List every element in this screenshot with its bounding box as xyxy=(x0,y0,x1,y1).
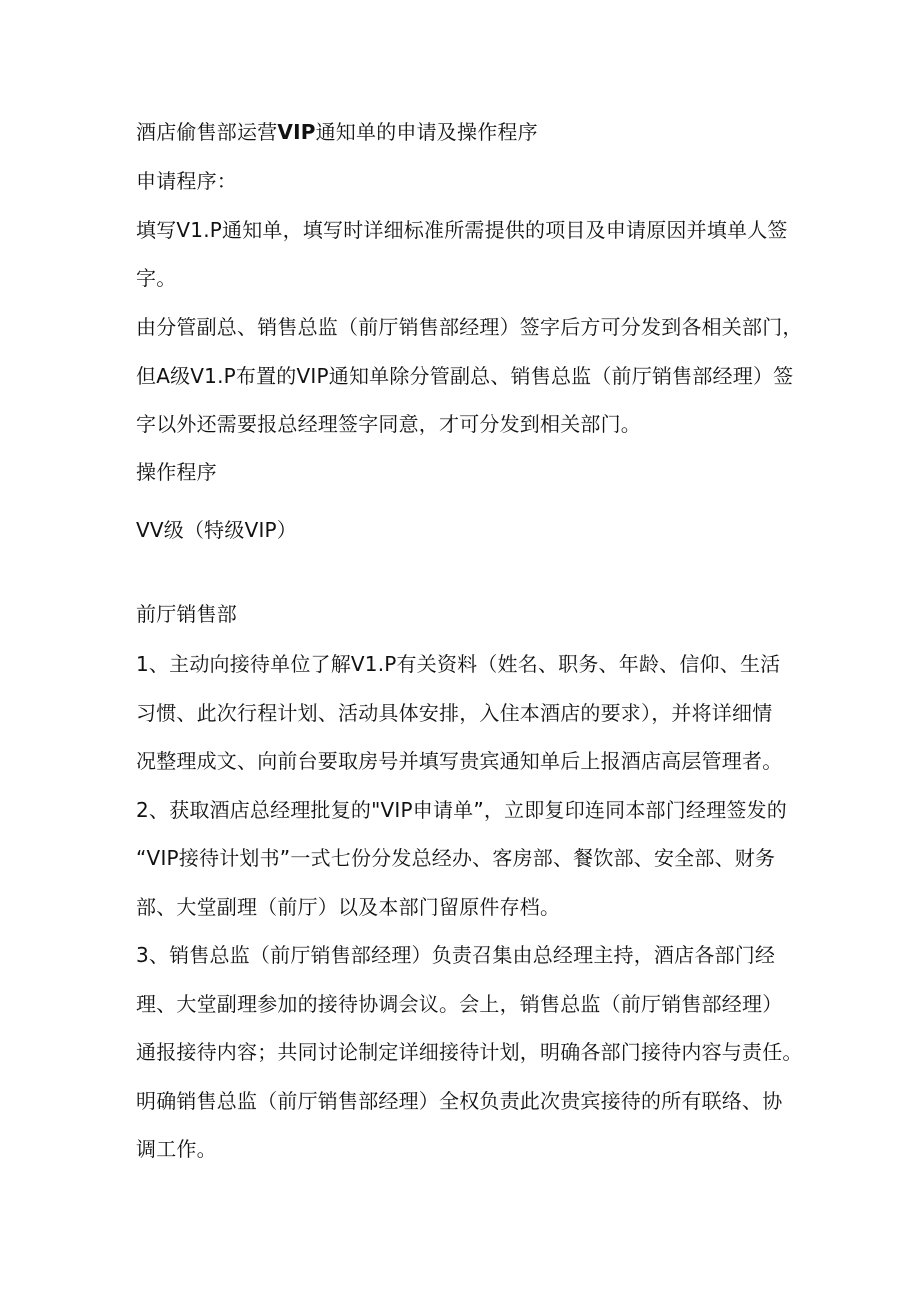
title-text-vip: VIP xyxy=(277,120,316,144)
paragraph-line: 通报接待内容；共同讨论制定详细接待计划，明确各部门接待内容与责任。 xyxy=(136,1040,803,1064)
heading-front-office-sales: 前厅销售部 xyxy=(136,602,237,626)
paragraph-line: 由分管副总、销售总监（前厅销售部经理）签字后方可分发到各相关部门， xyxy=(136,315,803,339)
heading-operation-procedure: 操作程序 xyxy=(136,460,217,484)
document-title xyxy=(136,118,796,146)
paragraph-line: 况整理成文、向前台要取房号并填写贵宾通知单后上报酒店高层管理者。 xyxy=(136,749,783,773)
paragraph-line: “VIP接待计划书”一式七份分发总经办、客房部、餐饮部、安全部、财务 xyxy=(136,846,776,870)
paragraph-line: 理、大堂副理参加的接待协调会议。会上，销售总监（前厅销售部经理） xyxy=(136,992,783,1016)
title-text-post: 通知单的申请及操作程序 xyxy=(315,120,538,144)
paragraph-line: 调工作。 xyxy=(136,1137,217,1161)
heading-application-procedure: 申请程序： xyxy=(136,169,237,193)
paragraph-line: 明确销售总监（前厅销售部经理）全权负责此次贵宾接待的所有联络、协 xyxy=(136,1089,783,1113)
title-text-pre: 酒店偷售部运营 xyxy=(136,120,278,144)
paragraph-line: 填写V1.P通知单，填写时详细标准所需提供的项目及申请原因并填单人签 xyxy=(136,218,788,242)
paragraph-line: 1、主动向接待单位了解V1.P有关资料（姓名、职务、年龄、信仰、生活 xyxy=(136,652,781,676)
paragraph-line: 字。 xyxy=(136,266,177,290)
paragraph-line: 2、获取酒店总经理批复的"VIP申请单”，立即复印连同本部门经理签发的 xyxy=(136,798,787,822)
paragraph-line: 字以外还需要报总经理签字同意，才可分发到相关部门。 xyxy=(136,412,641,436)
paragraph-line: 习惯、此次行程计划、活动具体安排，入住本酒店的要求），并将详细情 xyxy=(136,701,773,725)
paragraph-line: 但A级V1.P布置的VIP通知单除分管副总、销售总监（前厅销售部经理）签 xyxy=(136,364,794,388)
paragraph-line: 部、大堂副理（前厅）以及本部门留原件存档。 xyxy=(136,895,561,919)
heading-vv-level: VV级（特级VIP） xyxy=(136,518,298,542)
paragraph-line: 3、销售总监（前厅销售部经理）负责召集由总经理主持，酒店各部门经 xyxy=(136,943,776,967)
